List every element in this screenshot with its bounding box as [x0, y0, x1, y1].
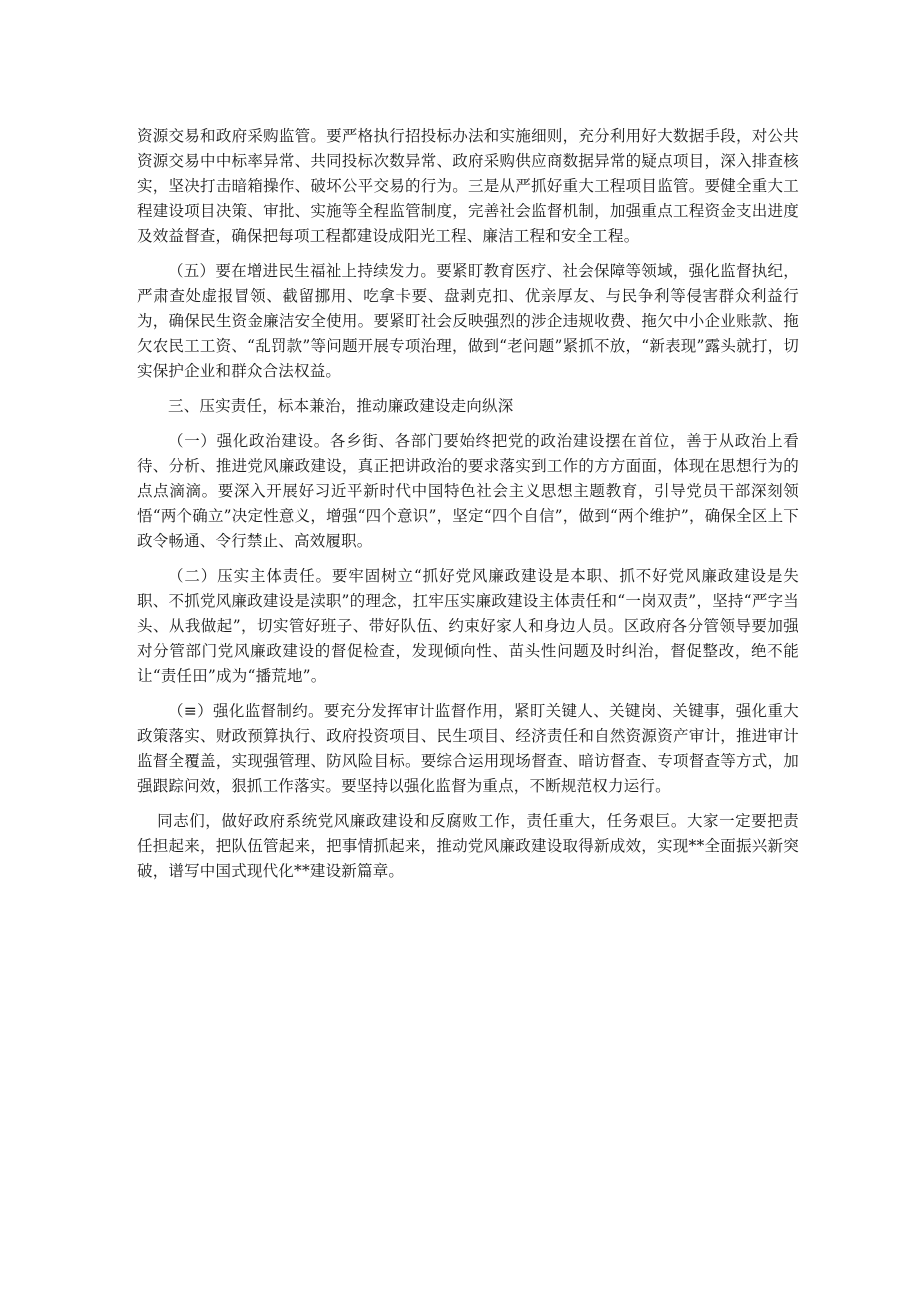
paragraph-political-building: （一）强化政治建设。各乡街、各部门要始终把党的政治建设摆在首位，善于从政治上看待、分析、推进党风廉政建设，真正把讲政治的要求落实到工作的方方面面，体现在思想行为的点点滴滴。要深入开展好习近平新时代中国特色社会主义思想主题教育，引导党员干部深刻领悟“两个确立”决定性意义，增强“四个意识”，坚定“四个自信”，做到“两个维护”，确保全区上下政令畅通、令行禁止、高效履职。	[137, 432, 799, 550]
paragraph-section-five: （五）要在增进民生福祉上持续发力。要紧盯教育医疗、社会保障等领域，强化监督执纪，严肃查处虚报冒领、截留挪用、吃拿卡要、盘剥克扣、优亲厚友、与民争利等侵害群众利益行为，确保民生资金廉洁安全使用。要紧盯社会反映强烈的涉企违规收费、拖欠中小企业账款、拖欠农民工工资、“乱罚款”等问题开展专项治理，做到“老问题”紧抓不放，“新表现”露头就打，切实保护企业和群众合法权益。	[137, 262, 799, 380]
paragraph-continuation: 资源交易和政府采购监管。要严格执行招投标办法和实施细则，充分利用好大数据手段，对公共资源交易中中标率异常、共同投标次数异常、政府采购供应商数据异常的疑点项目，深入排查核实，坚决打击暗箱操作、破坏公平交易的行为。三是从严抓好重大工程项目监管。要健全重大工程建设项目决策、审批、实施等全程监管制度，完善社会监督机制，加强重点工程资金支出进度及效益督查，确保把每项工程都建设成阳光工程、廉洁工程和安全工程。	[137, 127, 799, 245]
paragraph-closing: 同志们，做好政府系统党风廉政建设和反腐败工作，责任重大，任务艰巨。大家一定要把责任担起来，把队伍管起来，把事情抓起来，推动党风廉政建设取得新成效，实现**全面振兴新突破，谱写中国式现代化**建设新篇章。	[137, 812, 799, 880]
document-body	[137, 124, 799, 894]
paragraph-supervision: （≡）强化监督制约。要充分发挥审计监督作用，紧盯关键人、关键岗、关键事，强化重大政策落实、财政预算执行、政府投资项目、民生项目、经济责任和自然资源资产审计，推进审计监督全覆盖，实现强管理、防风险目标。要综合运用现场督查、暗访督查、专项督查等方式，加强跟踪问效，狠抓工作落实。要坚持以强化监督为重点，不断规范权力运行。	[137, 702, 799, 795]
paragraph-main-responsibility: （二）压实主体责任。要牢固树立“抓好党风廉政建设是本职、抓不好党风廉政建设是失职、不抓党风廉政建设是渎职”的理念，扛牢压实廉政建设主体责任和“一岗双责”，坚持“严字当头、从我做起”，切实管好班子、带好队伍、约束好家人和身边人员。区政府各分管领导要加强对分管部门党风廉政建设的督促检查，发现倾向性、苗头性问题及时纠治，督促整改，绝不能让“责任田”成为“播荒地”。	[137, 567, 799, 685]
section-heading-three: 三、压实责任，标本兼治，推动廉政建设走向纵深	[168, 397, 514, 415]
